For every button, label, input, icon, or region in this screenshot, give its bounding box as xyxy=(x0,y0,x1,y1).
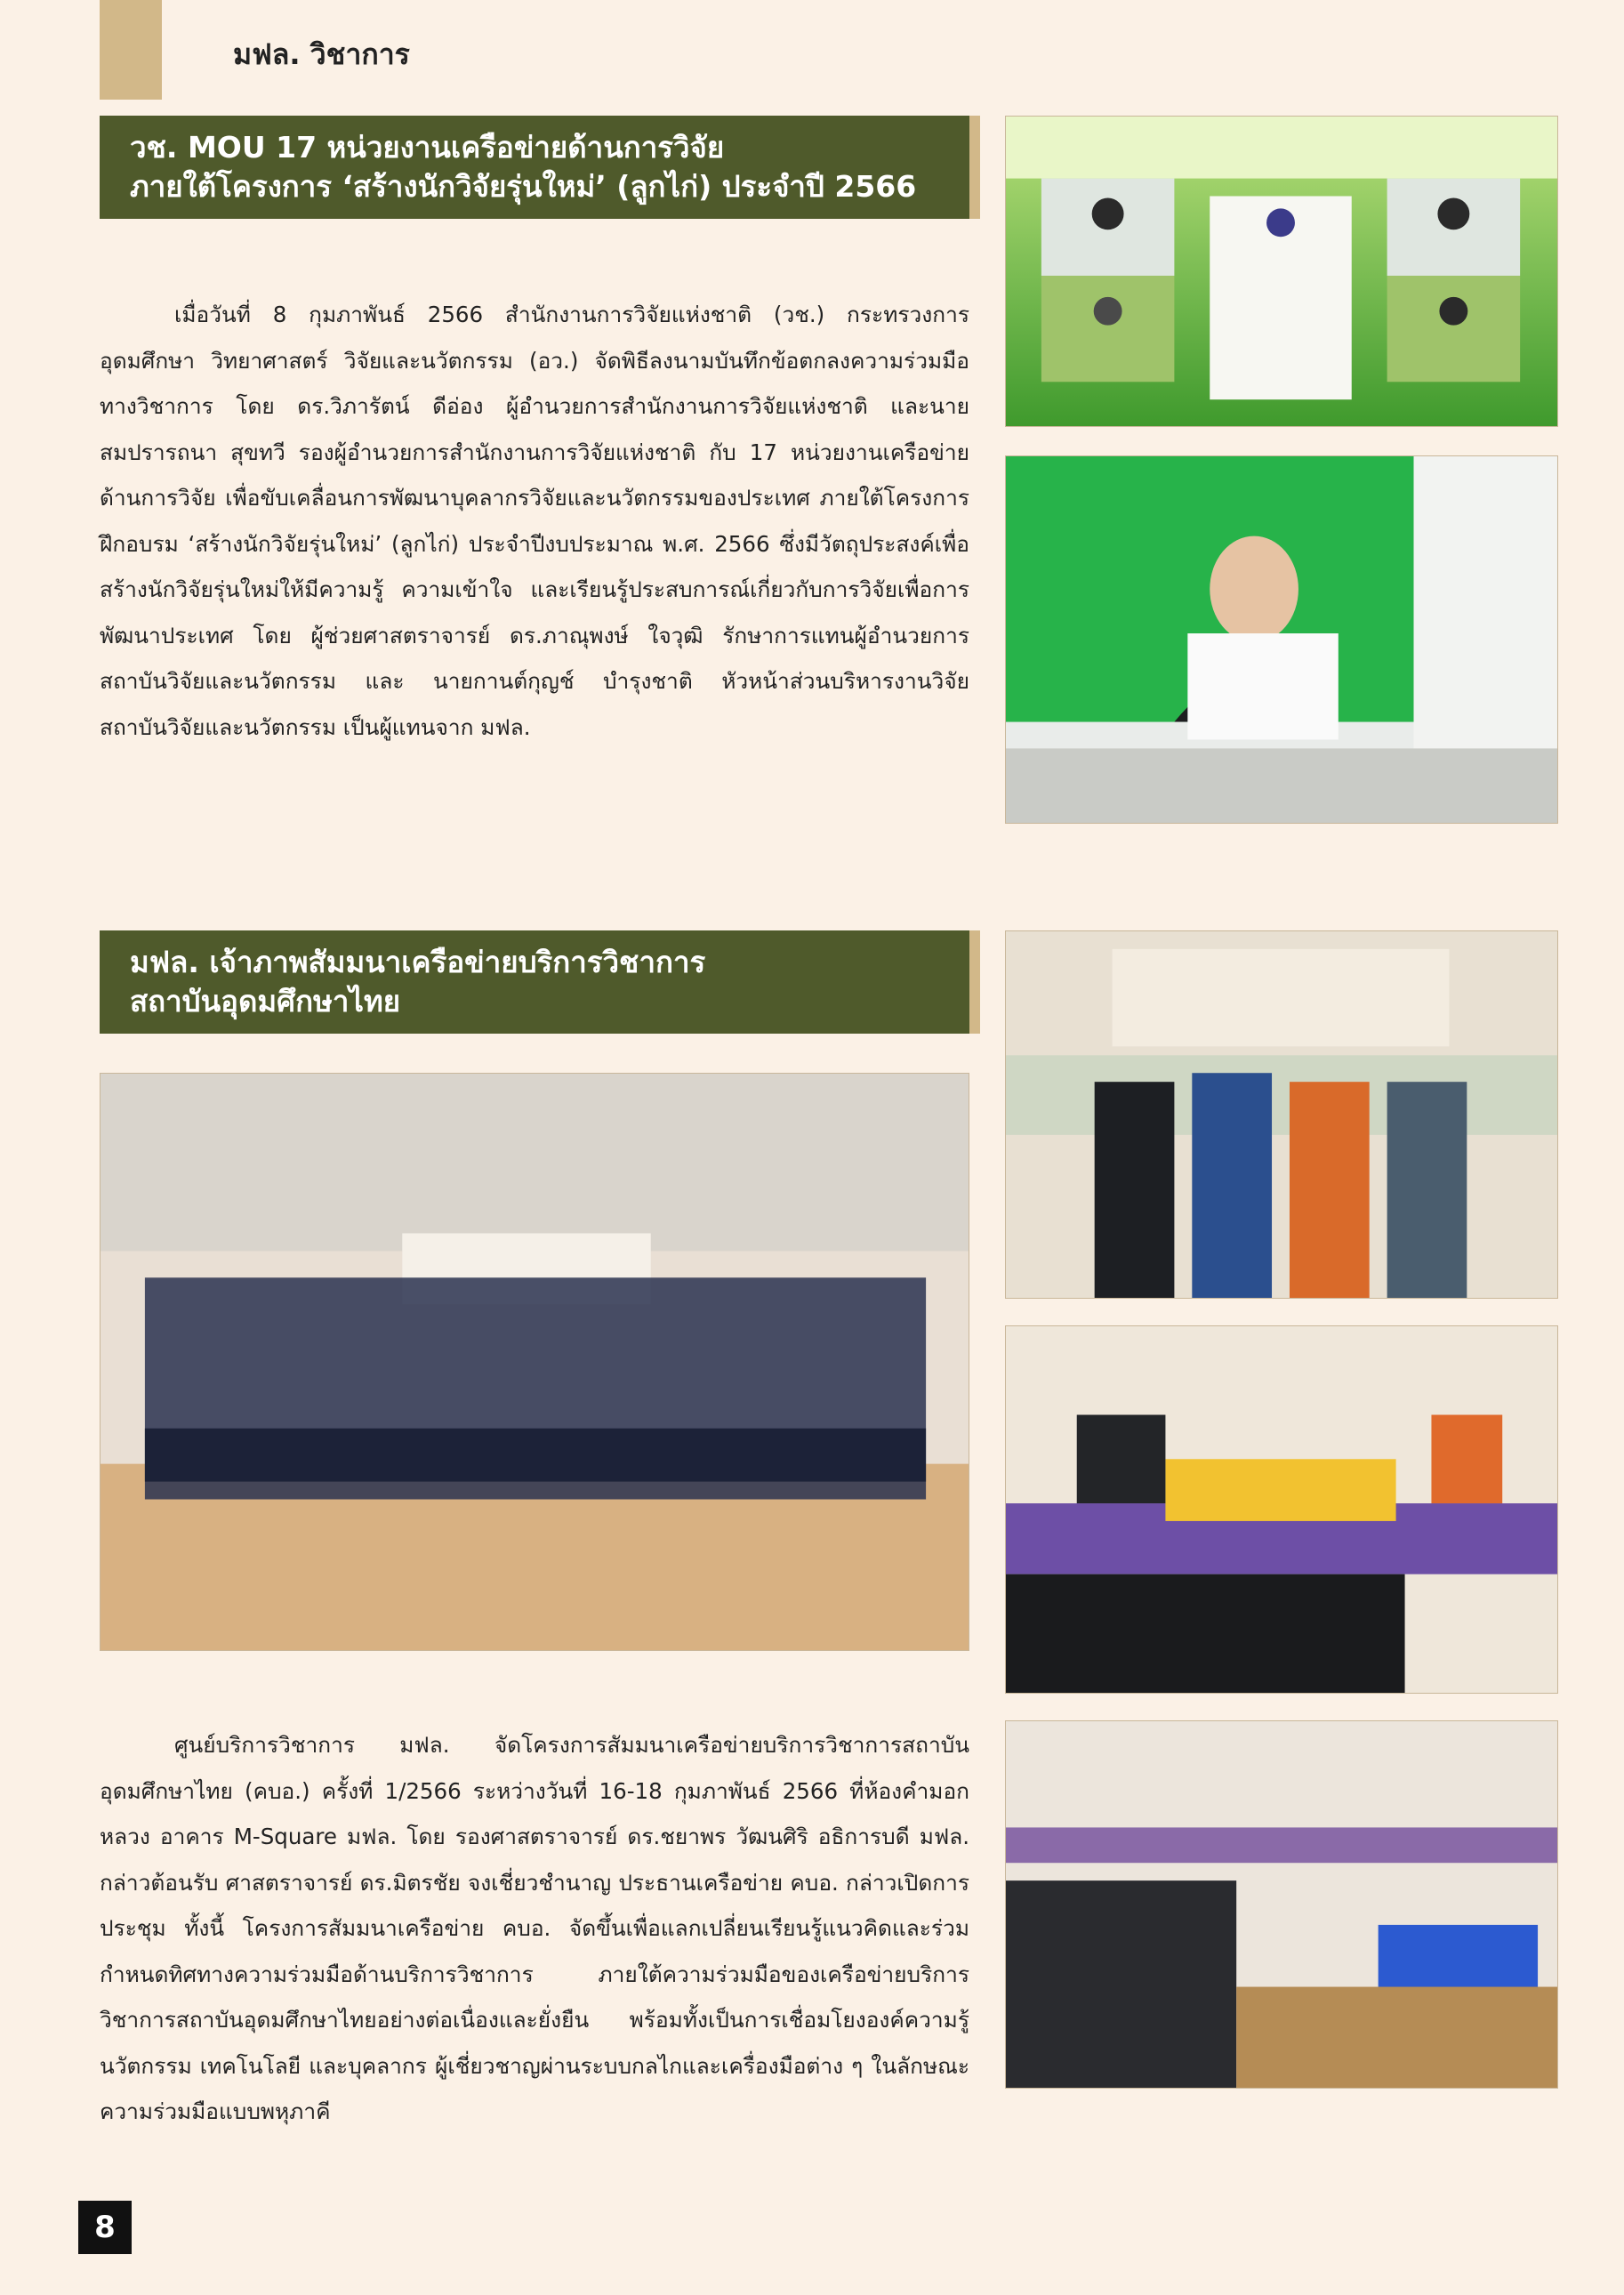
article1-body xyxy=(100,292,969,750)
group-photo xyxy=(100,1073,969,1651)
signing-photo xyxy=(1005,455,1558,824)
page-number: 8 xyxy=(78,2201,132,2254)
article2-title-line1: มฟล. เจ้าภาพสัมมนาเครือข่ายบริการวิชาการ xyxy=(130,945,706,979)
meeting-room-photo xyxy=(1005,1720,1558,2089)
section-title: มฟล. วิชาการ xyxy=(233,37,410,71)
vip-photo xyxy=(1005,930,1558,1299)
article2-body xyxy=(100,1722,969,2135)
meeting-photo xyxy=(1005,1325,1558,1694)
article1-title-banner xyxy=(100,116,969,219)
article1-paragraph: เมื่อวันที่ 8 กุมภาพันธ์ 2566 สำนักงานการวิจัยแห่งชาติ (วช.) กระทรวงการอุดมศึกษา วิทยาศาสตร์ วิจัยและนวัตกรรม (อว.) จัดพิธีลงนามบันทึกข้อตกลงความร่วมมือทางวิชาการ โดย ดร.วิภารัตน์ ดีอ่อง ผู้อำนวยการสำนักงานการวิจัยแห่งชาติ และนายสมปรารถนา สุขทวี รองผู้อำนวยการสำนักงานการวิจัยแห่งชาติ กับ 17 หน่วยงานเครือข่ายด้านการวิจัย เพื่อขับเคลื่อนการพัฒนาบุคลากรวิจัยและนวัตกรรมของประเทศ ภายใต้โครงการฝึกอบรม ‘สร้างนักวิจัยรุ่นใหม่’ (ลูกไก่) ประจำปีงบประมาณ พ.ศ. 2566 ซึ่งมีวัตถุประสงค์เพื่อสร้างนักวิจัยรุ่นใหม่ให้มีความรู้ ความเข้าใจ และเรียนรู้ประสบการณ์เกี่ยวกับการวิจัยเพื่อการพัฒนาประเทศ โดย ผู้ช่วยศาสตราจารย์ ดร.ภาณุพงษ์ ใจวุฒิ รักษาการแทนผู้อำนวยการสถาบันวิจัยและนวัตกรรม และ นายกานต์กุญช์ บำรุงชาติ หัวหน้าส่วนบริหารงานวิจัย สถาบันวิจัยและนวัตกรรม เป็นผู้แทนจาก มฟล. xyxy=(100,302,969,740)
mou-ceremony-photo xyxy=(1005,116,1558,427)
article2-paragraph: ศูนย์บริการวิชาการ มฟล. จัดโครงการสัมมนาเครือข่ายบริการวิชาการสถาบันอุดมศึกษาไทย (คบอ.) ครั้งที่ 1/2566 ระหว่างวันที่ 16-18 กุมภาพันธ์ 2566 ที่ห้องคำมอกหลวง อาคาร M-Square มฟล. โดย รองศาสตราจารย์ ดร.ชยาพร วัฒนศิริ อธิการบดี มฟล. กล่าวต้อนรับ ศาสตราจารย์ ดร.มิตรชัย จงเชี่ยวชำนาญ ประธานเครือข่าย คบอ. กล่าวเปิดการประชุม ทั้งนี้ โครงการสัมมนาเครือข่าย คบอ. จัดขึ้นเพื่อแลกเปลี่ยนเรียนรู้แนวคิดและร่วมกำหนดทิศทางความร่วมมือด้านบริการวิชาการ ภายใต้ความร่วมมือของเครือข่ายบริการวิชาการสถาบันอุดมศึกษาไทยอย่างต่อเนื่องและยั่งยืน พร้อมทั้งเป็นการเชื่อมโยงองค์ความรู้ นวัตกรรม เทคโนโลยี และบุคลากร ผู้เชี่ยวชาญผ่านระบบกลไกและเครื่องมือต่าง ๆ ในลักษณะความร่วมมือแบบพหุภาคี xyxy=(100,1732,969,2124)
article2-title-banner xyxy=(100,930,969,1034)
header-accent-tab xyxy=(100,0,162,100)
article2-title-line2: สถาบันอุดมศึกษาไทย xyxy=(130,984,401,1019)
article1-title-line1: วช. MOU 17 หน่วยงานเครือข่ายด้านการวิจัย xyxy=(130,130,725,165)
article1-title-line2: ภายใต้โครงการ ‘สร้างนักวิจัยรุ่นใหม่’ (ลูกไก่) ประจำปี 2566 xyxy=(130,169,917,204)
